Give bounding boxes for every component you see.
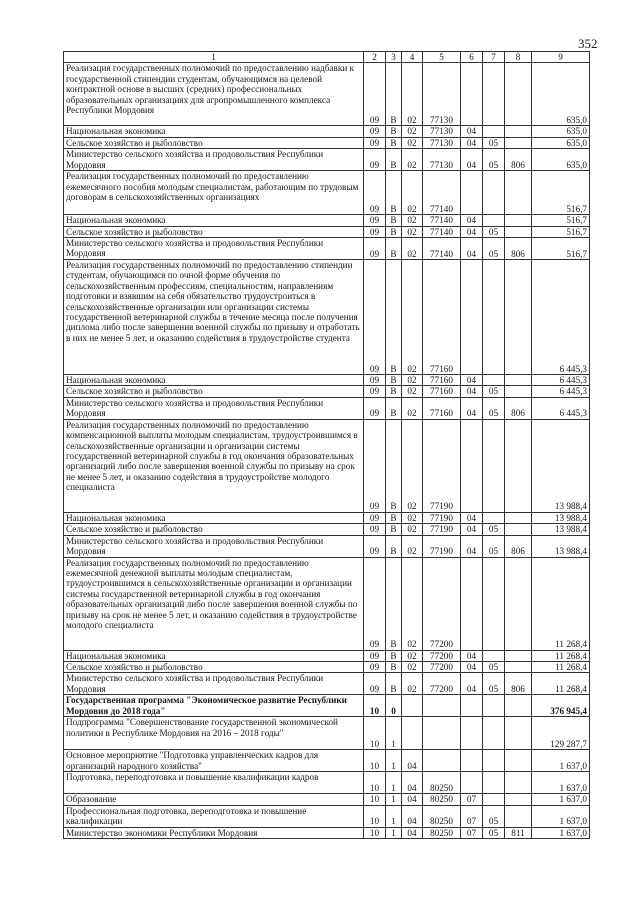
cell-event: 02 [402,137,423,148]
header-col-8: 8 [505,52,532,63]
cell-subprogram: В [386,137,402,148]
cell-event: 02 [402,215,423,226]
cell-ministry [505,419,532,512]
cell-subsection: 05 [483,238,505,260]
cell-event: 02 [402,524,423,535]
cell-amount: 635,0 [532,126,590,137]
cell-program: 10 [364,805,386,827]
table-row [64,419,590,512]
table-header-row [64,52,590,63]
cell-program: 10 [364,750,386,772]
cell-event: 04 [402,805,423,827]
cell-subsection [483,750,505,772]
cell-direction: 77200 [423,673,461,695]
cell-amount: 516,7 [532,226,590,237]
cell-ministry: 806 [505,238,532,260]
cell-subprogram: 1 [386,805,402,827]
cell-event: 04 [402,772,423,794]
cell-subsection: 05 [483,662,505,673]
row-name: Сельское хозяйство и рыболовство [64,386,364,397]
cell-direction: 77200 [423,650,461,661]
cell-subprogram: В [386,512,402,523]
cell-event [402,717,423,750]
cell-section [461,419,483,512]
cell-direction: 77140 [423,238,461,260]
cell-subsection [483,557,505,650]
cell-section: 04 [461,375,483,386]
cell-section: 04 [461,226,483,237]
row-name: Министерство экономики Республики Мордовия [64,827,364,838]
cell-amount: 13 988,4 [532,524,590,535]
cell-ministry [505,650,532,661]
cell-amount: 1 637,0 [532,750,590,772]
cell-section [461,63,483,126]
cell-subprogram: 1 [386,794,402,805]
cell-subsection: 05 [483,535,505,557]
header-col-4: 4 [402,52,423,63]
cell-program: 09 [364,386,386,397]
table-row [64,662,590,673]
row-name: Национальная экономика [64,126,364,137]
cell-subprogram: В [386,260,402,375]
cell-amount: 635,0 [532,137,590,148]
cell-subprogram: 1 [386,772,402,794]
cell-subsection: 05 [483,524,505,535]
cell-amount: 11 268,4 [532,650,590,661]
row-name: Реализация государственных полномочий по предоставлению надбавки к государственной стипендии студентам, обучающимся на целевой контрактной основе в высших (средних) профессиональных образовательных организациях для агропромышленного комплекса Республики Мордовия [64,63,364,126]
cell-direction: 77200 [423,557,461,650]
cell-amount: 516,7 [532,215,590,226]
cell-amount: 6 445,3 [532,386,590,397]
cell-event [402,695,423,717]
cell-subsection: 05 [483,226,505,237]
table-row [64,524,590,535]
cell-direction: 77160 [423,260,461,375]
cell-direction: 77130 [423,63,461,126]
cell-subprogram: В [386,386,402,397]
cell-amount: 13 988,4 [532,419,590,512]
cell-section: 04 [461,238,483,260]
cell-ministry [505,794,532,805]
cell-subsection [483,63,505,126]
cell-section: 04 [461,386,483,397]
cell-ministry [505,137,532,148]
cell-section: 04 [461,524,483,535]
cell-ministry [505,717,532,750]
cell-amount: 11 268,4 [532,662,590,673]
cell-subsection: 05 [483,386,505,397]
budget-table [63,51,590,839]
cell-ministry: 806 [505,149,532,171]
cell-direction: 80250 [423,805,461,827]
cell-ministry [505,750,532,772]
cell-subsection [483,375,505,386]
cell-direction: 77190 [423,535,461,557]
cell-program: 09 [364,63,386,126]
cell-subsection [483,717,505,750]
table-row [64,126,590,137]
row-name: Сельское хозяйство и рыболовство [64,524,364,535]
cell-subsection: 05 [483,805,505,827]
header-col-9: 9 [532,52,590,63]
cell-section: 07 [461,794,483,805]
table-row [64,805,590,827]
cell-program: 09 [364,238,386,260]
cell-subprogram: В [386,419,402,512]
cell-amount: 635,0 [532,149,590,171]
cell-direction [423,717,461,750]
cell-subsection [483,772,505,794]
cell-program: 09 [364,535,386,557]
table-row [64,226,590,237]
cell-section: 04 [461,137,483,148]
cell-amount: 11 268,4 [532,557,590,650]
header-col-7: 7 [483,52,505,63]
table-row [64,238,590,260]
row-name: Подпрограмма "Совершенствование государственной экономической политики в Республике Мордовия на 2016 – 2018 годы" [64,717,364,750]
table-row [64,63,590,126]
cell-subsection: 05 [483,673,505,695]
cell-section [461,557,483,650]
cell-ministry [505,126,532,137]
cell-ministry [505,772,532,794]
cell-amount: 376 945,4 [532,695,590,717]
cell-event: 02 [402,171,423,215]
cell-amount: 516,7 [532,171,590,215]
cell-subsection [483,794,505,805]
cell-section: 04 [461,397,483,419]
table-row [64,650,590,661]
cell-program: 10 [364,794,386,805]
cell-program: 09 [364,260,386,375]
cell-ministry [505,805,532,827]
cell-program: 09 [364,397,386,419]
table-row [64,695,590,717]
cell-subprogram: В [386,375,402,386]
cell-program: 09 [364,215,386,226]
cell-direction: 77130 [423,137,461,148]
row-name: Профессиональная подготовка, переподготовка и повышение квалификации [64,805,364,827]
table-body [64,63,590,839]
row-name: Подготовка, переподготовка и повышение квалификации кадров [64,772,364,794]
cell-subprogram: В [386,238,402,260]
cell-program: 10 [364,695,386,717]
cell-section: 04 [461,662,483,673]
row-name: Сельское хозяйство и рыболовство [64,226,364,237]
row-name: Основное мероприятие "Подготовка управленческих кадров для организаций народного хозяйства" [64,750,364,772]
cell-direction: 77140 [423,171,461,215]
cell-section [461,750,483,772]
cell-event: 02 [402,650,423,661]
cell-event: 02 [402,149,423,171]
header-col-1: 1 [64,52,364,63]
cell-program: 09 [364,512,386,523]
cell-event: 02 [402,512,423,523]
cell-section: 04 [461,149,483,171]
cell-ministry: 806 [505,535,532,557]
cell-event: 02 [402,535,423,557]
cell-amount: 6 445,3 [532,260,590,375]
cell-program: 09 [364,557,386,650]
row-name: Сельское хозяйство и рыболовство [64,662,364,673]
cell-direction: 77200 [423,662,461,673]
header-col-2: 2 [364,52,386,63]
cell-subsection: 05 [483,397,505,419]
cell-ministry [505,695,532,717]
cell-section [461,695,483,717]
cell-event: 02 [402,557,423,650]
table-row [64,137,590,148]
cell-section: 07 [461,827,483,838]
table-row [64,717,590,750]
cell-program: 10 [364,717,386,750]
header-col-3: 3 [386,52,402,63]
cell-ministry [505,386,532,397]
cell-direction: 77190 [423,512,461,523]
cell-direction: 77190 [423,524,461,535]
cell-program: 09 [364,171,386,215]
row-name: Министерство сельского хозяйства и продовольствия Республики Мордовия [64,397,364,419]
cell-section [461,717,483,750]
cell-direction: 77160 [423,397,461,419]
row-name: Образование [64,794,364,805]
cell-subsection [483,171,505,215]
cell-direction: 77130 [423,149,461,171]
cell-subprogram: 1 [386,750,402,772]
cell-program: 09 [364,149,386,171]
row-name: Министерство сельского хозяйства и продовольствия Республики Мордовия [64,149,364,171]
cell-subsection [483,126,505,137]
row-name: Министерство сельского хозяйства и продовольствия Республики Мордовия [64,238,364,260]
cell-ministry: 811 [505,827,532,838]
cell-event: 02 [402,226,423,237]
cell-ministry: 806 [505,673,532,695]
cell-direction: 77140 [423,226,461,237]
table-row [64,386,590,397]
cell-program: 10 [364,772,386,794]
cell-subprogram: 0 [386,695,402,717]
cell-direction: 77160 [423,386,461,397]
row-name: Национальная экономика [64,512,364,523]
cell-subprogram: В [386,662,402,673]
cell-amount: 1 637,0 [532,827,590,838]
cell-direction: 77130 [423,126,461,137]
cell-event: 02 [402,260,423,375]
cell-amount: 129 287,7 [532,717,590,750]
cell-direction: 77160 [423,375,461,386]
cell-event: 02 [402,662,423,673]
cell-section [461,260,483,375]
cell-direction: 80250 [423,794,461,805]
row-name: Реализация государственных полномочий по предоставлению ежемесячного пособия молодым специалистам, работающим по трудовым договорам в сельскохозяйственных организациях [64,171,364,215]
cell-event: 02 [402,673,423,695]
cell-amount: 1 637,0 [532,794,590,805]
page-number: 352 [578,36,598,51]
cell-program: 10 [364,827,386,838]
cell-program: 09 [364,673,386,695]
cell-amount: 13 988,4 [532,512,590,523]
cell-event: 02 [402,375,423,386]
cell-event: 04 [402,750,423,772]
cell-direction [423,695,461,717]
cell-program: 09 [364,126,386,137]
cell-subsection [483,512,505,523]
cell-section: 04 [461,673,483,695]
table-row [64,772,590,794]
cell-amount: 635,0 [532,63,590,126]
row-name: Сельское хозяйство и рыболовство [64,137,364,148]
table-row [64,512,590,523]
table-row [64,750,590,772]
table-row [64,557,590,650]
header-col-5: 5 [423,52,461,63]
table-row [64,149,590,171]
cell-ministry [505,375,532,386]
cell-subprogram: В [386,535,402,557]
cell-subsection [483,419,505,512]
cell-program: 09 [364,662,386,673]
cell-program: 09 [364,524,386,535]
cell-event: 04 [402,827,423,838]
cell-section: 04 [461,650,483,661]
cell-subprogram: В [386,63,402,126]
cell-ministry [505,557,532,650]
table-row [64,827,590,838]
cell-event: 02 [402,386,423,397]
cell-amount: 1 637,0 [532,772,590,794]
cell-subsection: 05 [483,827,505,838]
cell-event: 02 [402,63,423,126]
cell-subprogram: В [386,215,402,226]
cell-subprogram: В [386,524,402,535]
cell-direction: 80250 [423,772,461,794]
cell-subprogram: В [386,149,402,171]
cell-subsection [483,695,505,717]
cell-ministry [505,226,532,237]
table-row [64,673,590,695]
cell-section: 04 [461,512,483,523]
cell-subprogram: В [386,557,402,650]
row-name: Национальная экономика [64,215,364,226]
cell-program: 09 [364,419,386,512]
cell-section: 04 [461,535,483,557]
header-col-6: 6 [461,52,483,63]
cell-subsection [483,260,505,375]
cell-section: 04 [461,215,483,226]
cell-event: 04 [402,794,423,805]
cell-section: 07 [461,805,483,827]
cell-section: 04 [461,126,483,137]
cell-event: 02 [402,419,423,512]
cell-amount: 6 445,3 [532,375,590,386]
row-name: Государственная программа "Экономическое развитие Республики Мордовия до 2018 года" [64,695,364,717]
cell-subsection: 05 [483,149,505,171]
cell-event: 02 [402,126,423,137]
cell-event: 02 [402,397,423,419]
cell-amount: 6 445,3 [532,397,590,419]
cell-subprogram: 1 [386,717,402,750]
cell-ministry [505,512,532,523]
cell-direction: 80250 [423,827,461,838]
row-name: Реализация государственных полномочий по предоставлению ежемесячной денежной выплаты молодым специалистам, трудоустроившимся в сельскохозяйственные организации и организации системы государственной ветеринарной службы в год окончания образовательных организаций либо после завершения военной службы по призыву на срок не менее 5 лет, и оказанию содействия в трудоустройстве молодого специалиста [64,557,364,650]
cell-ministry [505,260,532,375]
cell-ministry [505,524,532,535]
cell-ministry [505,662,532,673]
cell-ministry [505,215,532,226]
row-name: Министерство сельского хозяйства и продовольствия Республики Мордовия [64,673,364,695]
cell-direction [423,750,461,772]
cell-subprogram: В [386,397,402,419]
row-name: Реализация государственных полномочий по предоставлению компенсационной выплаты молодым специалистам, трудоустроившимся в сельскохозяйственные организации и организации системы государственной ветеринарной службы в год окончания образовательных организаций либо после завершения военной службы по призыву на срок не менее 5 лет, и оказанию содействия в трудоустройстве молодого специалиста [64,419,364,512]
cell-direction: 77190 [423,419,461,512]
cell-ministry [505,63,532,126]
cell-section [461,171,483,215]
cell-ministry [505,171,532,215]
cell-subsection [483,215,505,226]
cell-amount: 11 268,4 [532,673,590,695]
cell-subprogram: В [386,226,402,237]
cell-event: 02 [402,238,423,260]
cell-ministry: 806 [505,397,532,419]
cell-subprogram: В [386,650,402,661]
table-row [64,535,590,557]
cell-subprogram: В [386,673,402,695]
cell-subprogram: 1 [386,827,402,838]
cell-amount: 516,7 [532,238,590,260]
cell-direction: 77140 [423,215,461,226]
cell-program: 09 [364,226,386,237]
cell-subsection: 05 [483,137,505,148]
cell-subprogram: В [386,126,402,137]
cell-section [461,772,483,794]
cell-program: 09 [364,137,386,148]
row-name: Министерство сельского хозяйства и продовольствия Республики Мордовия [64,535,364,557]
table-row [64,375,590,386]
table-row [64,215,590,226]
table-row [64,397,590,419]
cell-program: 09 [364,650,386,661]
cell-subprogram: В [386,171,402,215]
row-name: Реализация государственных полномочий по предоставлению стипендии студентам, обучающимся по очной форме обучения по сельскохозяйственным профессиям, специальностям, направлениям подготовки и взявшим на себя обязательство трудоустроиться в сельскохозяйственные организации или организации системы государственной ветеринарной службы в течение месяца после получения диплома либо после завершения военной службы по призыву и отработать в них не менее 5 лет, и оказанию содействия в трудоустройстве студента [64,260,364,375]
cell-program: 09 [364,375,386,386]
cell-subsection [483,650,505,661]
cell-amount: 1 637,0 [532,805,590,827]
table-row [64,171,590,215]
row-name: Национальная экономика [64,650,364,661]
cell-amount: 13 988,4 [532,535,590,557]
table-row [64,260,590,375]
table-row [64,794,590,805]
row-name: Национальная экономика [64,375,364,386]
